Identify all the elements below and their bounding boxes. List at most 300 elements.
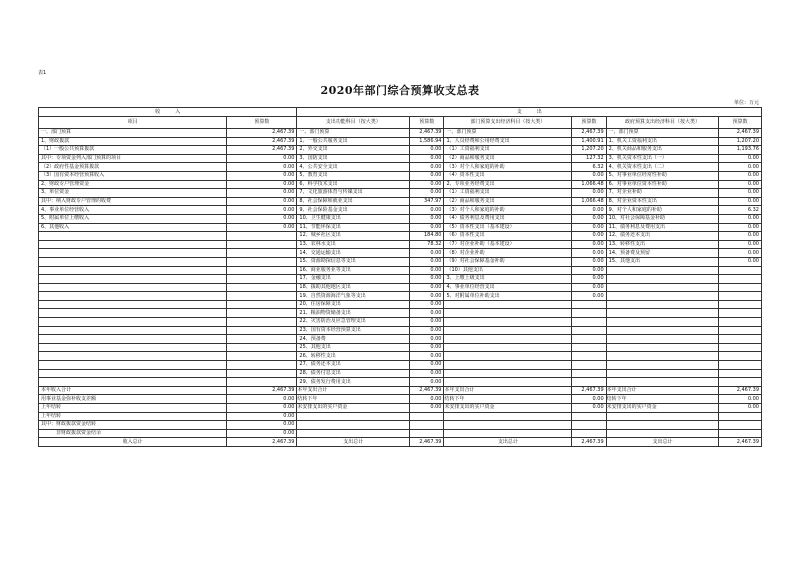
item-cell: 3、机关资本性支出（一） — [606, 154, 719, 163]
table-row — [39, 180, 762, 189]
item-cell — [606, 300, 719, 309]
item-cell — [444, 421, 572, 430]
table-row — [39, 309, 762, 318]
amount-cell: 0.00 — [719, 171, 762, 180]
item-cell — [39, 369, 227, 378]
item-cell — [39, 352, 227, 361]
amount-cell: 2,467.39 — [572, 386, 606, 395]
item-cell: 6、其他收入 — [39, 223, 227, 232]
item-cell — [606, 412, 719, 421]
item-cell: 未安排支出的实户资金 — [444, 404, 572, 413]
table-body — [39, 129, 762, 438]
amount-cell — [719, 318, 762, 327]
item-cell: 未安排支出的实户资金 — [606, 404, 719, 413]
amount-cell — [410, 412, 444, 421]
amount-cell: 347.97 — [410, 197, 444, 206]
item-cell: （3）对个人和家庭的补助 — [444, 206, 572, 215]
column-header: 预算数 — [227, 117, 297, 129]
amount-cell — [719, 300, 762, 309]
amount-cell: 0.00 — [410, 326, 444, 335]
item-cell: （7）对企业补助（基本建设） — [444, 240, 572, 249]
item-cell: 29、债务发行费用支出 — [297, 378, 410, 387]
amount-cell: 0.00 — [719, 232, 762, 241]
item-cell — [606, 275, 719, 284]
amount-cell: 2,467.39 — [227, 386, 297, 395]
amount-cell: 0.00 — [410, 266, 444, 275]
item-cell — [606, 361, 719, 370]
income-header: 收 入 — [39, 108, 297, 117]
item-cell: 4、事业单位经营支出 — [444, 283, 572, 292]
amount-cell: 0.00 — [410, 163, 444, 172]
amount-cell: 0.00 — [572, 171, 606, 180]
total-label-cell: 支出总计 — [606, 438, 719, 447]
amount-cell: 0.00 — [227, 154, 297, 163]
amount-cell: 2,467.39 — [227, 146, 297, 155]
item-cell: 上年结转 — [39, 412, 227, 421]
amount-cell: 0.00 — [719, 180, 762, 189]
item-cell: 23、国有资本经营预算支出 — [297, 326, 410, 335]
amount-cell — [410, 429, 444, 438]
table-row — [39, 386, 762, 395]
amount-cell — [227, 232, 297, 241]
amount-cell: 0.00 — [410, 171, 444, 180]
item-cell: 17、金融支出 — [297, 275, 410, 284]
item-cell: （6）资本性支出 — [444, 232, 572, 241]
item-cell — [444, 412, 572, 421]
amount-cell: 0.00 — [572, 189, 606, 198]
item-cell: 21、粮油物资储备支出 — [297, 309, 410, 318]
item-cell: 其中：纳入财政专户管理的收费 — [39, 197, 227, 206]
table-row — [39, 249, 762, 258]
item-cell — [444, 318, 572, 327]
item-cell: （8）对企业补助 — [444, 249, 572, 258]
amount-cell: 0.00 — [719, 214, 762, 223]
total-label-cell: 支出总计 — [444, 438, 572, 447]
amount-cell: 1,066.48 — [572, 197, 606, 206]
item-cell: 18、援助其他地区支出 — [297, 283, 410, 292]
amount-cell — [719, 369, 762, 378]
item-cell: 1、人员经费和公用经费支出 — [444, 137, 572, 146]
amount-cell: 0.00 — [227, 404, 297, 413]
item-cell: 26、转移性支出 — [297, 352, 410, 361]
amount-cell — [572, 369, 606, 378]
item-cell: 未安排支出的实户资金 — [297, 404, 410, 413]
item-cell: 15、其他支出 — [606, 257, 719, 266]
amount-cell — [719, 378, 762, 387]
amount-cell: 184.80 — [410, 232, 444, 241]
amount-cell: 0.00 — [410, 257, 444, 266]
table-row — [39, 275, 762, 284]
amount-cell: 0.00 — [410, 352, 444, 361]
total-label-cell: 支出总计 — [297, 438, 410, 447]
item-cell — [297, 421, 410, 430]
amount-cell: 0.00 — [227, 412, 297, 421]
item-cell: 13、转移性支出 — [606, 240, 719, 249]
item-cell: 5、对附属单位补助支出 — [444, 292, 572, 301]
column-header: 预算数 — [572, 117, 606, 129]
table-row — [39, 163, 762, 172]
table-row — [39, 189, 762, 198]
item-cell — [39, 283, 227, 292]
table-row — [39, 214, 762, 223]
amount-cell: 0.00 — [572, 404, 606, 413]
amount-cell — [227, 266, 297, 275]
amount-cell — [227, 335, 297, 344]
amount-cell — [227, 369, 297, 378]
item-cell: 5、对事业单位经常性补助 — [606, 171, 719, 180]
amount-cell — [572, 326, 606, 335]
amount-cell — [572, 378, 606, 387]
item-cell — [39, 335, 227, 344]
amount-cell: 0.00 — [227, 206, 297, 215]
item-cell: 10、卫生健康支出 — [297, 214, 410, 223]
item-cell: 本年支出合计 — [444, 386, 572, 395]
table-row — [39, 395, 762, 404]
item-cell — [39, 300, 227, 309]
item-cell: 结转下年 — [606, 395, 719, 404]
amount-cell: 0.00 — [410, 309, 444, 318]
item-cell: 1、一般公共服务支出 — [297, 137, 410, 146]
item-cell: 3、国防支出 — [297, 154, 410, 163]
item-cell — [606, 326, 719, 335]
amount-cell: 0.00 — [410, 275, 444, 284]
item-cell: 11、节能环保支出 — [297, 223, 410, 232]
item-cell — [39, 309, 227, 318]
amount-cell: 0.00 — [410, 369, 444, 378]
table-row — [39, 352, 762, 361]
item-cell: 非财政拨款资金结余 — [39, 429, 227, 438]
item-cell: 2、专项业务经费支出 — [444, 180, 572, 189]
amount-cell: 0.00 — [410, 395, 444, 404]
item-cell: （2）政府性基金预算拨款 — [39, 163, 227, 172]
table-row — [39, 154, 762, 163]
amount-cell: 0.00 — [227, 197, 297, 206]
amount-cell — [719, 266, 762, 275]
item-cell — [39, 266, 227, 275]
amount-cell: 2,467.39 — [410, 386, 444, 395]
item-cell: （1）工资福利支出 — [444, 146, 572, 155]
amount-cell: 1,400.91 — [572, 137, 606, 146]
item-cell: 22、灾害防治及应急管理支出 — [297, 318, 410, 327]
item-cell: 一、部门预算 — [606, 129, 719, 138]
amount-cell — [227, 352, 297, 361]
item-cell — [606, 266, 719, 275]
amount-cell: 0.00 — [227, 171, 297, 180]
item-cell: 7、文化旅游体育与传媒支出 — [297, 189, 410, 198]
item-cell: 用事业基金弥补收支差额 — [39, 395, 227, 404]
table-row — [39, 343, 762, 352]
item-cell — [39, 343, 227, 352]
table-row — [39, 206, 762, 215]
item-cell — [39, 326, 227, 335]
item-cell: 3、单位资金 — [39, 189, 227, 198]
page-title: 2020年部门综合预算收支总表 — [320, 84, 480, 97]
table-row — [39, 266, 762, 275]
item-cell: 9、社会保险基金支出 — [297, 206, 410, 215]
amount-cell — [227, 326, 297, 335]
item-cell — [444, 309, 572, 318]
amount-cell — [572, 335, 606, 344]
amount-cell: 1,207.20 — [572, 146, 606, 155]
item-cell — [606, 292, 719, 301]
item-cell — [444, 352, 572, 361]
item-cell — [39, 275, 227, 284]
item-cell — [444, 361, 572, 370]
table-row — [39, 232, 762, 241]
table-row — [39, 197, 762, 206]
amount-cell — [719, 292, 762, 301]
item-cell — [39, 378, 227, 387]
amount-cell: 1,066.48 — [572, 180, 606, 189]
amount-cell: 2,467.39 — [572, 129, 606, 138]
item-cell: 8、社会保障和就业支出 — [297, 197, 410, 206]
item-cell: 14、交通运输支出 — [297, 249, 410, 258]
item-cell: 1、机关工资福利支出 — [606, 137, 719, 146]
column-header: 项目 — [39, 117, 227, 129]
amount-cell: 0.00 — [572, 266, 606, 275]
item-cell: 24、预备费 — [297, 335, 410, 344]
amount-cell: 0.00 — [572, 275, 606, 284]
item-cell: 2、外交支出 — [297, 146, 410, 155]
amount-cell: 0.00 — [719, 197, 762, 206]
item-cell — [297, 412, 410, 421]
item-cell: 27、债务还本支出 — [297, 361, 410, 370]
item-cell: 2、财政专户管理资金 — [39, 180, 227, 189]
amount-cell: 0.00 — [410, 343, 444, 352]
amount-cell: 0.00 — [719, 249, 762, 258]
table-row — [39, 146, 762, 155]
item-cell — [606, 421, 719, 430]
item-cell — [606, 378, 719, 387]
total-label-cell: 收入总计 — [39, 438, 227, 447]
amount-cell: 0.00 — [410, 300, 444, 309]
amount-cell: 0.00 — [410, 404, 444, 413]
item-cell: 8、对企业资本性支出 — [606, 197, 719, 206]
amount-cell: 0.00 — [410, 283, 444, 292]
amount-cell — [719, 352, 762, 361]
item-cell: （10）其他支出 — [444, 266, 572, 275]
table-row — [39, 223, 762, 232]
column-header: 支出功能科目（按大类） — [297, 117, 410, 129]
item-cell — [39, 257, 227, 266]
table-row — [39, 361, 762, 370]
item-cell: 20、住房保障支出 — [297, 300, 410, 309]
item-cell — [444, 429, 572, 438]
amount-cell: 1,207.20 — [719, 137, 762, 146]
amount-cell — [719, 335, 762, 344]
item-cell: 9、对个人和家庭的补助 — [606, 206, 719, 215]
item-cell: （4）债务利息及费用支出 — [444, 214, 572, 223]
budget-table — [38, 107, 762, 447]
amount-cell: 0.00 — [410, 206, 444, 215]
amount-cell: 1,586.94 — [410, 137, 444, 146]
item-cell: 10、对社会保障基金补助 — [606, 214, 719, 223]
amount-cell: 6.32 — [719, 206, 762, 215]
table-row — [39, 283, 762, 292]
item-cell — [444, 343, 572, 352]
amount-cell: 0.00 — [572, 292, 606, 301]
amount-cell: 0.00 — [410, 249, 444, 258]
amount-cell: 0.00 — [410, 146, 444, 155]
amount-cell — [227, 275, 297, 284]
item-cell: （1）工资福利支出 — [444, 189, 572, 198]
table-row — [39, 137, 762, 146]
total-amount-cell: 2,467.39 — [227, 438, 297, 447]
amount-cell — [227, 318, 297, 327]
total-amount-cell: 2,467.39 — [572, 438, 606, 447]
item-cell: 本年支出合计 — [297, 386, 410, 395]
item-cell — [606, 309, 719, 318]
item-cell: 结转下年 — [444, 395, 572, 404]
amount-cell — [572, 421, 606, 430]
amount-cell: 0.00 — [572, 232, 606, 241]
amount-cell: 6.32 — [572, 163, 606, 172]
amount-cell: 0.00 — [410, 292, 444, 301]
item-cell — [444, 326, 572, 335]
item-cell: 结转下年 — [297, 395, 410, 404]
item-cell: 19、自然资源海洋气象等支出 — [297, 292, 410, 301]
amount-cell — [719, 421, 762, 430]
amount-cell — [227, 300, 297, 309]
amount-cell: 0.00 — [227, 214, 297, 223]
item-cell: （3）对个人和家庭的补助 — [444, 163, 572, 172]
item-cell — [39, 232, 227, 241]
item-cell: 13、农林水支出 — [297, 240, 410, 249]
amount-cell — [719, 361, 762, 370]
amount-cell: 0.00 — [227, 429, 297, 438]
table-row — [39, 412, 762, 421]
table-row — [39, 421, 762, 430]
item-cell: 4、事业单位经营收入 — [39, 206, 227, 215]
amount-cell — [572, 429, 606, 438]
item-cell: （3）国有资本经营预算收入 — [39, 171, 227, 180]
item-cell: 本年收入合计 — [39, 386, 227, 395]
table-row — [39, 257, 762, 266]
amount-cell: 0.00 — [227, 180, 297, 189]
amount-cell — [572, 361, 606, 370]
amount-cell: 0.00 — [410, 154, 444, 163]
amount-cell — [719, 283, 762, 292]
item-cell — [606, 318, 719, 327]
amount-cell: 0.00 — [410, 189, 444, 198]
item-cell — [39, 361, 227, 370]
table-row — [39, 335, 762, 344]
amount-cell — [719, 412, 762, 421]
amount-cell: 0.00 — [227, 421, 297, 430]
amount-cell — [572, 352, 606, 361]
amount-cell: 0.00 — [719, 154, 762, 163]
amount-cell: 0.00 — [572, 206, 606, 215]
item-cell — [606, 343, 719, 352]
item-cell: 28、债务付息支出 — [297, 369, 410, 378]
item-cell — [39, 240, 227, 249]
amount-cell: 2,467.39 — [719, 129, 762, 138]
item-cell — [606, 352, 719, 361]
item-cell: 1、财政拨款 — [39, 137, 227, 146]
expense-header: 支 出 — [297, 108, 762, 117]
table-row — [39, 292, 762, 301]
table-row — [39, 404, 762, 413]
amount-cell — [572, 300, 606, 309]
column-header: 预算数 — [410, 117, 444, 129]
amount-cell — [227, 283, 297, 292]
amount-cell — [227, 292, 297, 301]
section-header-row — [39, 108, 762, 117]
item-cell: 3、上缴上级支出 — [444, 275, 572, 284]
amount-cell: 0.00 — [410, 223, 444, 232]
amount-cell: 0.00 — [410, 318, 444, 327]
column-header-row — [39, 117, 762, 129]
unit-label: 单位：万元 — [733, 100, 759, 106]
amount-cell: 0.00 — [227, 163, 297, 172]
amount-cell — [572, 318, 606, 327]
amount-cell — [572, 343, 606, 352]
item-cell: （4）资本性支出 — [444, 171, 572, 180]
item-cell — [297, 429, 410, 438]
item-cell — [606, 369, 719, 378]
amount-cell — [410, 421, 444, 430]
amount-cell: 0.00 — [572, 249, 606, 258]
item-cell: （2）商品和服务支出 — [444, 154, 572, 163]
item-cell: 7、对企业补助 — [606, 189, 719, 198]
item-cell: 12、城乡社区支出 — [297, 232, 410, 241]
table-row — [39, 378, 762, 387]
item-cell: （5）资本性支出（基本建设） — [444, 223, 572, 232]
table-row — [39, 240, 762, 249]
column-header: 部门预算支出经济科目（按大类） — [444, 117, 572, 129]
item-cell: （2）商品和服务支出 — [444, 197, 572, 206]
amount-cell — [572, 309, 606, 318]
amount-cell: 0.00 — [719, 240, 762, 249]
item-cell: （1）一般公共预算拨款 — [39, 146, 227, 155]
amount-cell — [227, 343, 297, 352]
amount-cell — [572, 412, 606, 421]
amount-cell: 0.00 — [572, 283, 606, 292]
amount-cell: 0.00 — [410, 335, 444, 344]
total-amount-cell: 2,467.39 — [410, 438, 444, 447]
amount-cell: 0.00 — [719, 404, 762, 413]
item-cell: 15、资源勘探信息等支出 — [297, 257, 410, 266]
item-cell — [39, 318, 227, 327]
amount-cell — [227, 309, 297, 318]
item-cell: 25、其他支出 — [297, 343, 410, 352]
amount-cell: 0.00 — [572, 214, 606, 223]
amount-cell — [227, 378, 297, 387]
item-cell — [444, 378, 572, 387]
amount-cell — [227, 257, 297, 266]
item-cell: 11、债务利息及费用支出 — [606, 223, 719, 232]
table-row — [39, 129, 762, 138]
amount-cell: 0.00 — [719, 395, 762, 404]
item-cell — [606, 429, 719, 438]
amount-cell: 0.00 — [227, 189, 297, 198]
item-cell: 6、对事业单位资本性补助 — [606, 180, 719, 189]
amount-cell: 0.00 — [410, 214, 444, 223]
total-amount-cell: 2,467.39 — [719, 438, 762, 447]
amount-cell: 127.32 — [572, 154, 606, 163]
item-cell: 14、预备费及预留 — [606, 249, 719, 258]
table-tag: 表1 — [38, 70, 47, 76]
item-cell — [444, 369, 572, 378]
amount-cell: 0.00 — [227, 223, 297, 232]
amount-cell: 1,193.76 — [719, 146, 762, 155]
amount-cell — [227, 361, 297, 370]
item-cell: 一、部门预算 — [444, 129, 572, 138]
amount-cell — [719, 429, 762, 438]
item-cell — [444, 335, 572, 344]
item-cell: 16、商业服务业等支出 — [297, 266, 410, 275]
amount-cell: 0.00 — [410, 361, 444, 370]
